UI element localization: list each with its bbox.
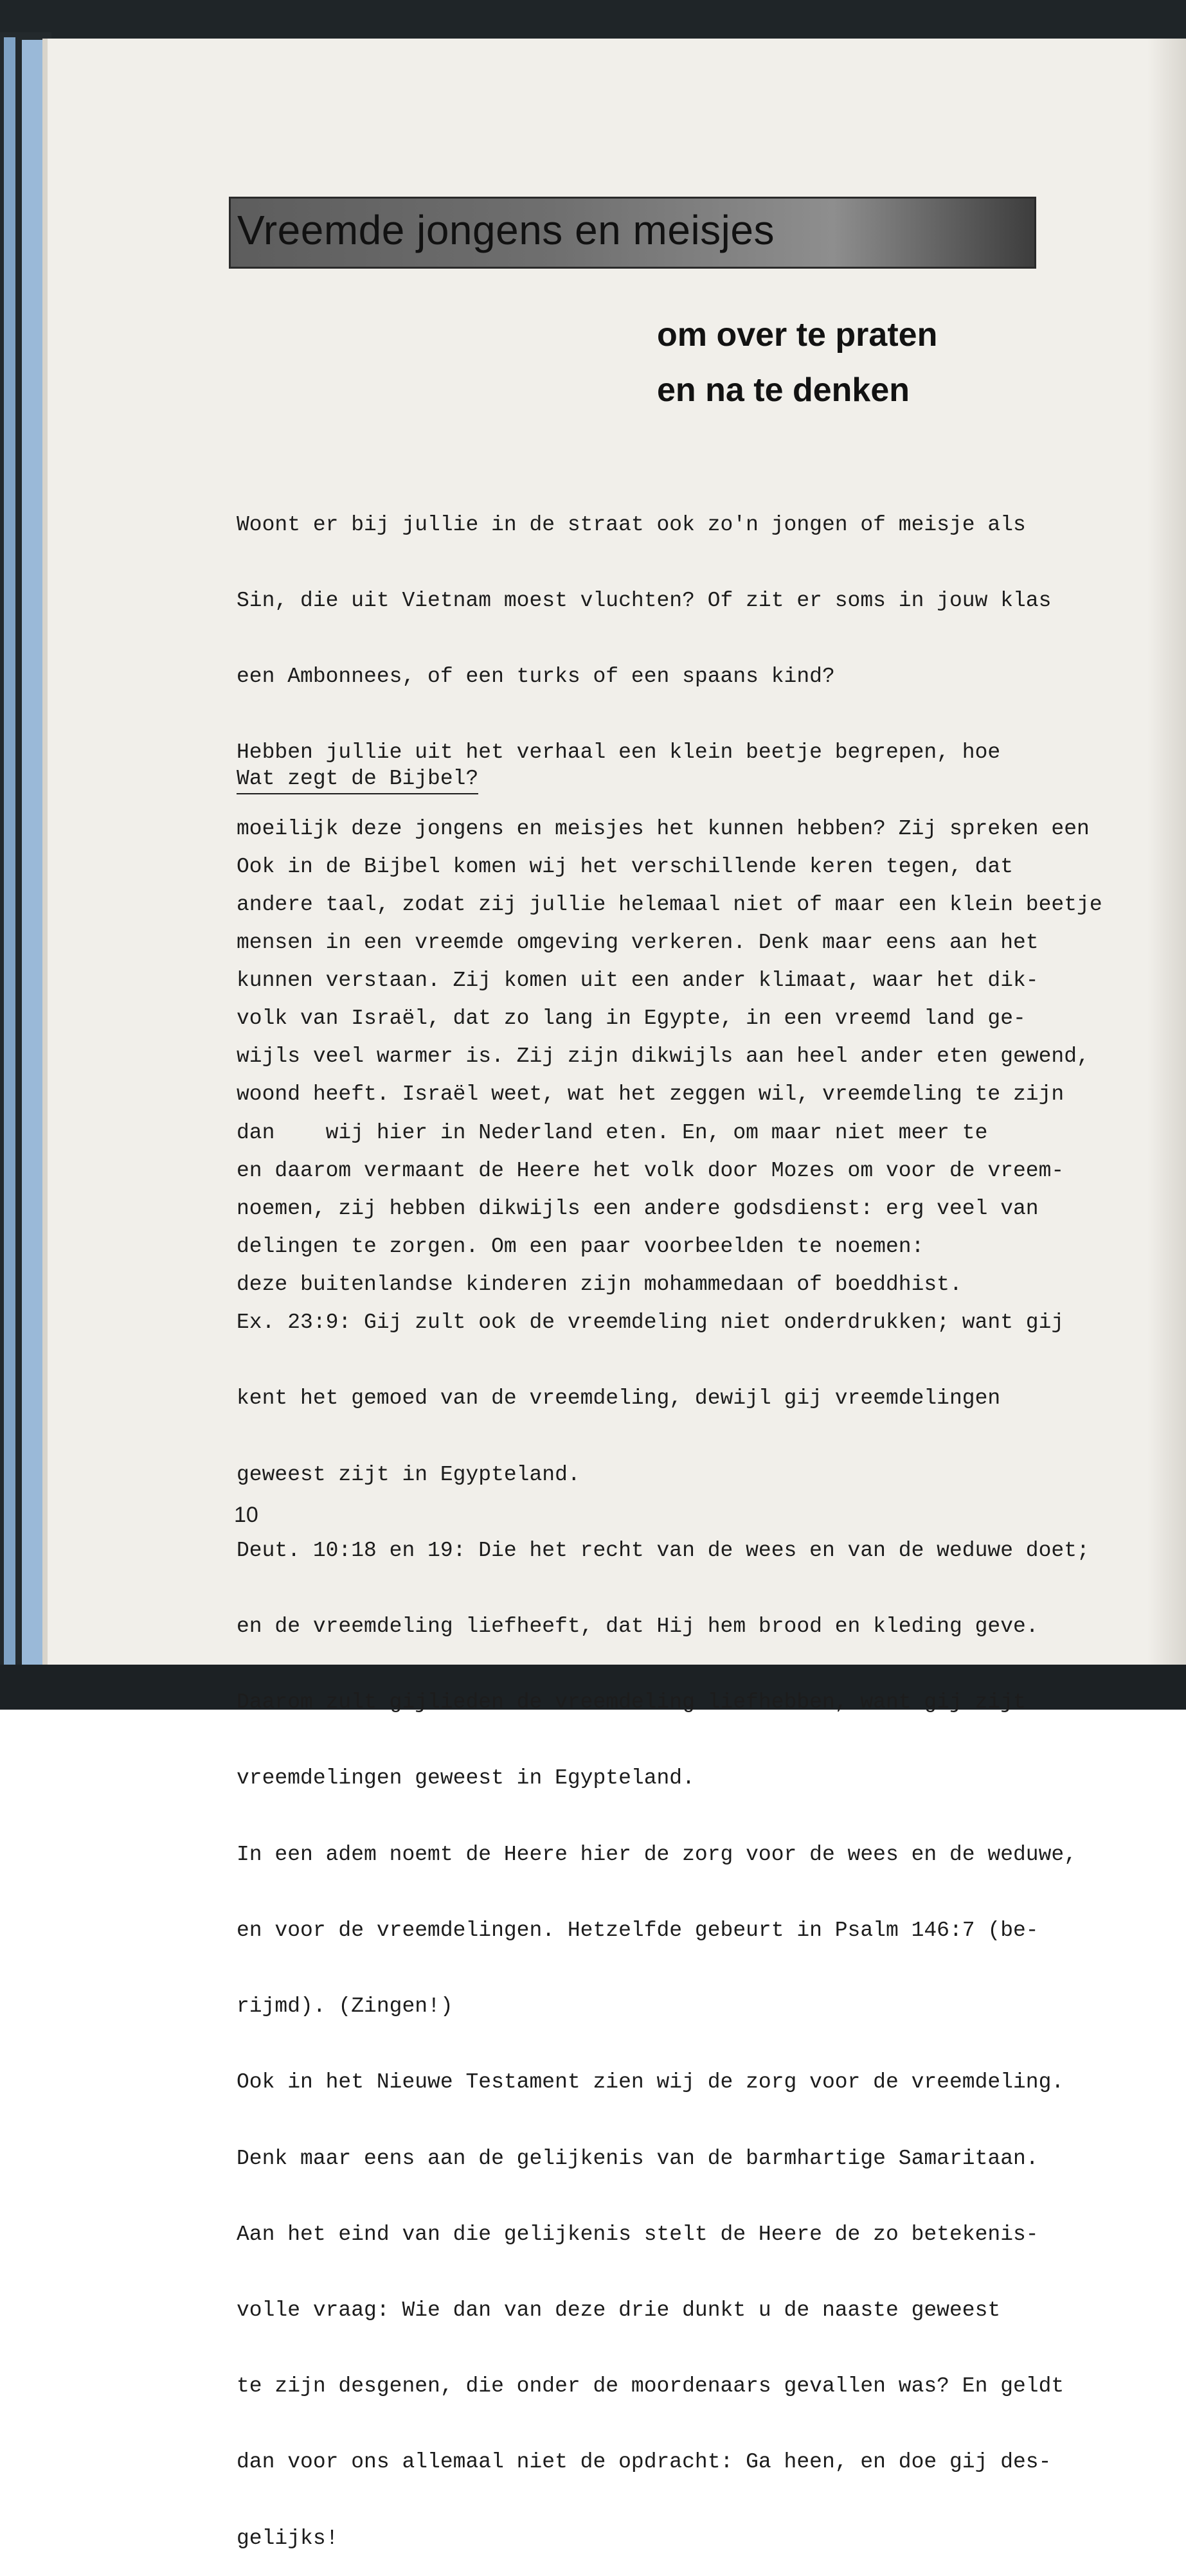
blue-page-edge [4,37,15,1670]
subtitle [657,307,937,418]
title-banner [229,197,1036,269]
page-title: Vreemde jongens en meisjes [237,207,775,253]
text-line: volk van Israël, dat zo lang in Egypte, in een vreemd land ge- [237,1006,1026,1031]
page-left-edge [42,39,48,1666]
text-line: Ook in de Bijbel komen wij het verschillende keren tegen, dat [237,854,1013,879]
text-line: een Ambonnees, of een turks of een spaans kind? [237,665,835,689]
text-line: mensen in een vreemde omgeving verkeren. Denk maar eens aan het [237,931,1039,955]
subtitle-line: om over te praten [657,316,938,353]
text-line: en voor de vreemdelingen. Hetzelfde gebeurt in Psalm 146:7 (be- [237,1918,1039,1942]
text-line: vreemdelingen geweest in Egypteland. [237,1766,695,1791]
text-line: Woont er bij jullie in de straat ook zo'n jongen of meisje als [237,512,1026,537]
text-line: te zijn desgenen, die onder de moordenaars gevallen was? En geldt [237,2374,1065,2399]
text-line: andere taal, zodat zij jullie helemaal niet of maar een klein beetje [237,892,1102,917]
blue-page-edge-inner [22,40,44,1666]
text-line: gelijks! [237,2526,339,2550]
text-line: Denk maar eens aan de gelijkenis van de barmhartige Samaritaan. [237,2146,1039,2170]
text-line: en daarom vermaant de Heere het volk door Mozes om voor de vreem- [237,1158,1065,1183]
text-line: Ook in het Nieuwe Testament zien wij de zorg voor de vreemdeling. [237,2070,1065,2095]
page-gutter-shadow [1147,39,1186,1666]
text-line: volle vraag: Wie dan van deze drie dunkt u de naaste geweest [237,2298,1001,2322]
text-line: rijmd). (Zingen!) [237,1994,453,2019]
text-line: Daarom zult gijlieden de vreemdeling liefhebben, want gij zijt [237,1690,1026,1715]
text-line: Aan het eind van die gelijkenis stelt de Heere de zo betekenis- [237,2222,1039,2246]
text-line: kent het gemoed van de vreemdeling, dewijl gij vreemdelingen [237,1386,1001,1411]
bible-paragraph [237,803,1090,2576]
subtitle-line: en na te denken [657,371,910,409]
text-line: Hebben jullie uit het verhaal een klein beetje begrepen, hoe [237,740,1001,765]
text-line: dan wij hier in Nederland eten. En, om maar niet meer te [237,1120,988,1145]
text-line: Deut. 10:18 en 19: Die het recht van de wees en van de weduwe doet; [237,1538,1090,1562]
page-number: 10 [234,1503,258,1527]
text-line: moeilijk deze jongens en meisjes het kunnen hebben? Zij spreken een [237,816,1090,841]
text-line: In een adem noemt de Heere hier de zorg voor de wees en de weduwe, [237,1842,1077,1866]
text-line: geweest zijt in Egypteland. [237,1462,580,1487]
text-line: kunnen verstaan. Zij komen uit een ander klimaat, waar het dik- [237,969,1039,993]
text-line: wijls veel warmer is. Zij zijn dikwijls aan heel ander eten gewend, [237,1044,1090,1069]
text-line: deze buitenlandse kinderen zijn mohammedaan of boeddhist. [237,1273,962,1296]
text-line: noemen, zij hebben dikwijls een andere godsdienst: erg veel van [237,1196,1039,1221]
scan-top-border [0,0,1186,40]
section-heading: Wat zegt de Bijbel? [237,766,478,794]
text-line: delingen te zorgen. Om een paar voorbeelden te noemen: [237,1234,924,1258]
text-line: Sin, die uit Vietnam moest vluchten? Of zit er soms in jouw klas [237,589,1052,613]
text-line: en de vreemdeling liefheeft, dat Hij hem brood en kleding geve. [237,1614,1039,1638]
text-line: dan voor ons allemaal niet de opdracht: Ga heen, en doe gij des- [237,2450,1052,2474]
text-line: woond heeft. Israël weet, wat het zeggen wil, vreemdeling te zijn [237,1082,1065,1107]
text-line: Ex. 23:9: Gij zult ook de vreemdeling niet onderdrukken; want gij [237,1310,1065,1335]
